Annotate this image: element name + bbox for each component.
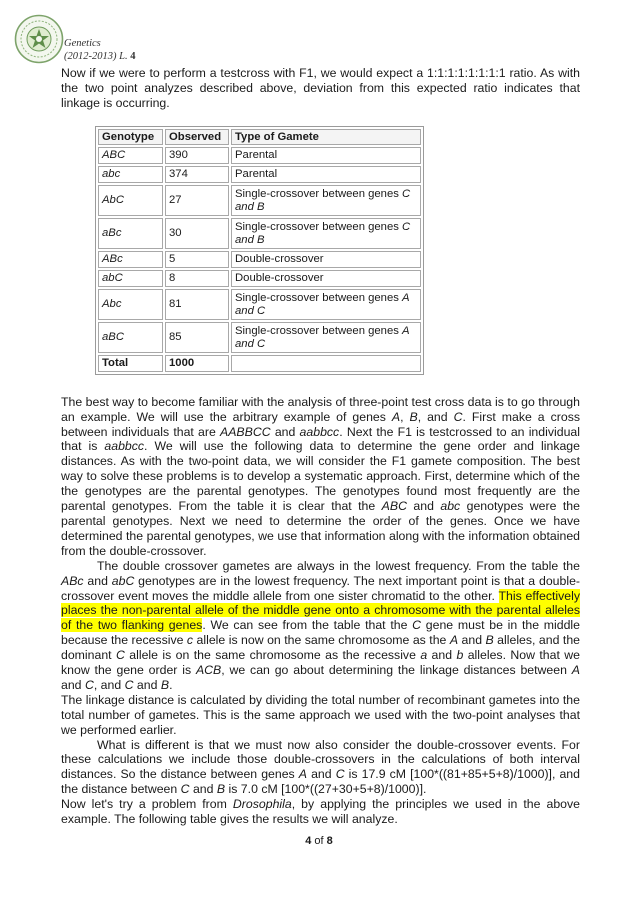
italic-term: B — [160, 677, 170, 692]
italic-term: AABBCC — [220, 424, 271, 439]
text-run: The linkage distance is calculated by dividing the total number of recombinant gametes into the total number of gametes. This is the same approach we used with the two-point analyses that we performed earlier. — [61, 692, 580, 737]
total-empty-cell — [231, 355, 421, 372]
gamete-type-text: Single-crossover between genes — [235, 292, 403, 305]
text-run: , by applying the principles we used in the above example. The following table gives the results we will analyze. — [61, 797, 580, 827]
page-content — [61, 66, 580, 827]
italic-term: aabbcc — [299, 424, 340, 439]
text-run: and — [61, 677, 85, 692]
text-run: and — [270, 424, 300, 439]
italic-term: C — [115, 648, 125, 663]
text-run: , we can go about determining the linkage distances between — [221, 663, 572, 678]
text-run: and — [427, 648, 457, 663]
text-run: . We can see from the table that the — [202, 618, 413, 633]
italic-term: C — [412, 618, 422, 633]
genotype-cell: abC — [98, 270, 163, 287]
text-run: genotypes are in the lowest frequency. The next important point is that a double-crossover event moves the middle allele from one sister chromatid to the other. — [61, 573, 580, 603]
table-body — [98, 147, 421, 372]
paragraph-calculation — [61, 738, 580, 798]
italic-term: B — [216, 782, 226, 797]
text-run: allele is on the same chromosome as the recessive — [124, 648, 421, 663]
gamete-type-text: Single-crossover between genes — [235, 188, 403, 201]
italic-term: A — [391, 409, 401, 424]
gamete-type-genes: C and B — [235, 188, 411, 213]
header-observed: Observed — [165, 129, 229, 146]
intro-paragraph: Now if we were to perform a testcross with F1, we would expect a 1:1:1:1:1:1:1:1 ratio. As with the two point analyzes described above, deviation from this expected ratio indicates that linkage is occurring. — [61, 66, 580, 110]
header-genotype: Genotype — [98, 129, 163, 146]
paragraph-linkage-distance — [61, 693, 580, 738]
italic-term: c — [186, 633, 194, 648]
paragraph-example — [61, 395, 580, 559]
italic-term: ABC — [381, 499, 407, 514]
table-row — [98, 289, 421, 320]
gamete-type-cell — [231, 270, 421, 287]
text-run: What is different is that we must now also consider the double-crossover events. For these calculations we include those double-crossovers in the calculations of both interval distances. So the distance between genes — [61, 737, 580, 782]
text-run: and — [406, 499, 441, 514]
text-run: . First make a cross between individuals that are — [61, 409, 580, 439]
text-run: , — [400, 409, 410, 424]
gamete-type-cell — [231, 218, 421, 249]
italic-term: abC — [111, 573, 135, 588]
gamete-type-cell — [231, 251, 421, 268]
table-total-row — [98, 355, 421, 372]
gamete-type-genes: C and B — [235, 221, 411, 246]
page-number: 4 — [305, 835, 312, 847]
document-header — [64, 37, 135, 63]
gamete-type-text: Double-crossover — [235, 253, 324, 266]
italic-term: B — [409, 409, 418, 424]
gamete-type-cell — [231, 322, 421, 353]
italic-term: C — [453, 409, 463, 424]
text-run: gene must be in the middle because the recessive — [61, 618, 581, 648]
total-label: Total — [98, 355, 163, 372]
text-run: . Next the F1 is testcrossed to an individual that is — [61, 424, 580, 454]
italic-term: A — [571, 663, 580, 678]
observed-cell: 5 — [165, 251, 229, 268]
total-value: 1000 — [165, 355, 229, 372]
gamete-table — [95, 126, 424, 375]
year-lecture — [64, 50, 135, 63]
lecture-number: 4 — [130, 51, 136, 62]
text-run: and — [133, 677, 161, 692]
gamete-type-text: Single-crossover between genes — [235, 221, 403, 234]
table-row — [98, 270, 421, 287]
genotype-cell: ABC — [98, 147, 163, 164]
text-run: is 17.9 cM [100*((81+85+5+8)/1000)], and the distance between — [61, 767, 580, 797]
italic-term: B — [485, 633, 494, 648]
university-seal-logo — [14, 14, 64, 64]
gamete-type-text: Single-crossover between genes — [235, 325, 403, 338]
table-row — [98, 147, 421, 164]
observed-cell: 8 — [165, 270, 229, 287]
genotype-cell: Abc — [98, 289, 163, 320]
page-footer — [0, 835, 638, 847]
text-run: , and — [93, 677, 125, 692]
genotype-cell: aBC — [98, 322, 163, 353]
italic-term: A — [449, 633, 459, 648]
gamete-type-cell — [231, 166, 421, 183]
italic-term: C — [335, 767, 345, 782]
course-name: Genetics — [64, 38, 101, 49]
italic-term: aabbcc — [104, 439, 145, 454]
year-label: (2012-2013) L. — [64, 51, 128, 62]
italic-term: Drosophila — [232, 797, 292, 812]
gamete-type-cell — [231, 185, 421, 216]
italic-term: A — [298, 767, 307, 782]
page-of: of — [314, 835, 324, 847]
paragraph-drosophila — [61, 797, 580, 827]
text-run: and — [189, 782, 217, 797]
genotype-cell: ABc — [98, 251, 163, 268]
italic-term: C — [84, 677, 94, 692]
genotype-cell: aBc — [98, 218, 163, 249]
observed-cell: 85 — [165, 322, 229, 353]
gamete-type-cell — [231, 289, 421, 320]
text-run: and — [458, 633, 486, 648]
text-run: and — [307, 767, 336, 782]
italic-term: ACB — [195, 663, 222, 678]
text-run: . — [169, 677, 173, 692]
italic-term: C — [180, 782, 190, 797]
table-row — [98, 185, 421, 216]
text-run: is 7.0 cM [100*((27+30+5+8)/1000)]. — [225, 782, 427, 797]
genotype-cell: abc — [98, 166, 163, 183]
italic-term: abc — [440, 499, 461, 514]
gamete-type-text: Parental — [235, 168, 278, 181]
text-run: alleles, and the dominant — [61, 633, 580, 663]
table-row — [98, 218, 421, 249]
gamete-table-wrapper — [95, 126, 580, 375]
table-row — [98, 251, 421, 268]
header-type: Type of Gamete — [231, 129, 421, 146]
text-run: and — [83, 573, 112, 588]
italic-term: b — [456, 648, 464, 663]
text-run: allele is now on the same chromosome as the — [193, 633, 450, 648]
gamete-type-genes: A and C — [235, 325, 410, 350]
table-header-row — [98, 129, 421, 146]
observed-cell: 81 — [165, 289, 229, 320]
table-row — [98, 166, 421, 183]
observed-cell: 390 — [165, 147, 229, 164]
italic-term: C — [124, 677, 134, 692]
italic-term: a — [420, 648, 428, 663]
highlighted-text: This effectively places the non-parental allele of the middle gene onto a chromosome with the parental alleles of the two flanking genes — [61, 588, 580, 633]
gamete-type-text: Double-crossover — [235, 272, 324, 285]
observed-cell: 27 — [165, 185, 229, 216]
text-run: . We will use the following data to determine the gene order and linkage distances. As with the two-point data, we will consider the F1 gamete composition. The best way to solve these problems is to develop a systematic approach. First, determine which of the the genotypes are the parental genotypes. The genotypes found most frequently are the parental genotypes. From the table it is clear that the — [61, 439, 580, 514]
gamete-type-cell — [231, 147, 421, 164]
italic-term: ABc — [61, 573, 84, 588]
page-total: 8 — [326, 835, 333, 847]
observed-cell: 374 — [165, 166, 229, 183]
genotype-cell: AbC — [98, 185, 163, 216]
text-run: genotypes were the parental genotypes. Next we need to determine the order of the genes. Once we have determined the parental genotypes, we use that information along with the information obtained from the double-crossover. — [61, 499, 580, 558]
text-run: Now let's try a problem from — [61, 797, 233, 812]
table-row — [98, 322, 421, 353]
gamete-type-text: Parental — [235, 149, 278, 162]
text-run: alleles. Now that we know the gene order is — [61, 648, 580, 678]
text-run: , and — [417, 409, 454, 424]
text-run: The double crossover gametes are always in the lowest frequency. From the table the — [97, 558, 580, 573]
text-run: The best way to become familiar with the analysis of three-point test cross data is to go through an example. We will use the arbitrary example of genes — [61, 394, 580, 424]
paragraph-double-crossover — [61, 559, 580, 693]
gamete-type-genes: A and C — [235, 292, 410, 317]
observed-cell: 30 — [165, 218, 229, 249]
